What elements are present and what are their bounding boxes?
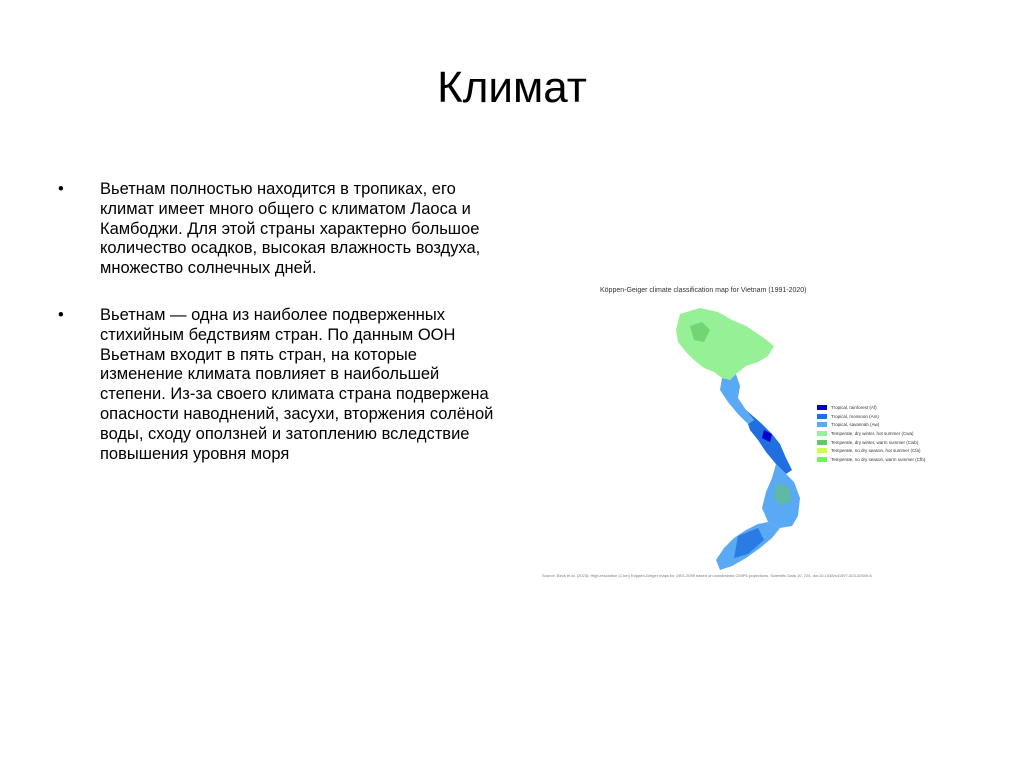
legend-label: Temperate, no dry season, warm summer (Cfb): [831, 456, 926, 462]
climate-map-figure: [538, 282, 958, 582]
legend-item: [817, 412, 967, 421]
bullet-marker: •: [58, 305, 64, 324]
map-legend: [817, 403, 967, 464]
slide-title: Климат: [437, 63, 587, 112]
bullet-marker: •: [58, 180, 64, 198]
legend-item: [817, 455, 967, 464]
legend-label: Tropical, savannah (Aw): [831, 422, 880, 428]
legend-swatch: [817, 431, 827, 436]
map-title: Köppen-Geiger climate classification map for Vietnam (1991-2020): [600, 287, 807, 294]
bullet-item: [58, 306, 503, 464]
map-source-note: Source: Beck et al. (2023): High-resolution (1 km) Köppen-Geiger maps for 1901-2099 based on constrained CMIP6 projections. Scientific Data 10, 724, doi:10.1038/s41597-023-02549-6: [542, 573, 872, 578]
legend-swatch: [817, 440, 827, 445]
legend-item: [817, 429, 967, 438]
bullet-item: [58, 180, 503, 279]
legend-swatch: [817, 457, 827, 462]
legend-item: [817, 446, 967, 455]
legend-label: Tropical, rainforest (Af): [831, 404, 877, 410]
legend-label: Tropical, monsoon (Am): [831, 413, 879, 419]
legend-swatch: [817, 448, 827, 453]
legend-label: Temperate, no dry season, hot summer (Cfa): [831, 448, 921, 454]
legend-swatch: [817, 414, 827, 419]
legend-label: Temperate, dry winter, hot summer (Cwa): [831, 430, 914, 436]
legend-label: Temperate, dry winter, warm summer (Cwb): [831, 439, 919, 445]
legend-swatch: [817, 405, 827, 410]
bullet-text: Вьетнам — одна из наиболее подверженных стихийным бедствиям стран. По данным ООН Вьетнам входит в пять стран, на которые изменение климата повлияет в наибольшей степени. Из-за своего климата страна подвержена опасности наводнений, засухи, вторжения солёной воды, сходу оползней и затоплению вследствие повышения уровня моря: [100, 305, 494, 463]
map-region-central-north: [720, 374, 754, 424]
legend-item: [817, 403, 967, 412]
legend-swatch: [817, 422, 827, 427]
legend-item: [817, 438, 967, 447]
bullet-text: Вьетнам полностью находится в тропиках, его климат имеет много общего с климатом Лаоса и Камбоджи. Для этой страны характерно большое количество осадков, высокая влажность воздуха, множество солнечных дней.: [100, 180, 481, 278]
vietnam-climate-map: [668, 302, 818, 582]
map-region-north: [676, 308, 774, 380]
bullet-list: [58, 180, 503, 491]
legend-item: [817, 420, 967, 429]
